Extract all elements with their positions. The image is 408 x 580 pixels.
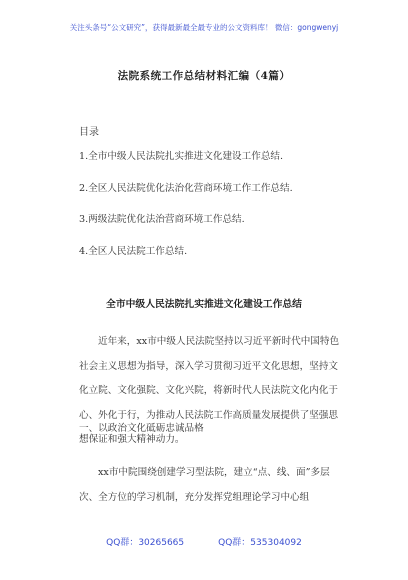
body-paragraph-1: 近年来，xx市中级人民法院坚持以习近平新时代中国特色社会主义思想为指导，深入学习贯彻习近平文化思想，坚持文化立院、文化强院、文化兴院，将新时代人民法院文化内化于心、外化于行，为推动人民法院工作高质量发展提供了坚强思想保证和强大精神动力。	[79, 336, 340, 446]
toc-item-2[interactable]: 2.全区人民法院优化法治化营商环境工作工作总结.	[79, 182, 293, 194]
footer-qq-group-2: QQ群：535304092	[218, 538, 302, 548]
toc-heading: 目录	[79, 127, 99, 138]
footer-contact	[0, 535, 408, 548]
table-of-contents	[79, 150, 293, 276]
body-paragraph-2: xx市中院围绕创建学习型法院，建立“点、线、面”多层次、全方位的学习机制，充分发挥党组理论学习中心组	[79, 467, 330, 503]
sub-heading-1: 一、以政治文化砥砺忠诚品格	[79, 423, 204, 434]
toc-item-1[interactable]: 1.全市中级人民法院扎实推进文化建设工作总结.	[79, 151, 284, 162]
toc-item-3[interactable]: 3.两级法院优化法治营商环境工作总结.	[79, 214, 245, 225]
document-title: 法院系统工作总结材料汇编（4篇）	[117, 70, 291, 82]
toc-item-4[interactable]: 4.全区人民法院工作总结.	[79, 245, 188, 257]
section-title: 全市中级人民法院扎实推进文化建设工作总结	[106, 299, 302, 310]
footer-qq-group-1: QQ群：30265665	[106, 538, 185, 548]
header-banner: 关注头条号“公文研究”，获得最新最全最专业的公文资料库！ 微信：gongwenyj	[69, 23, 339, 32]
